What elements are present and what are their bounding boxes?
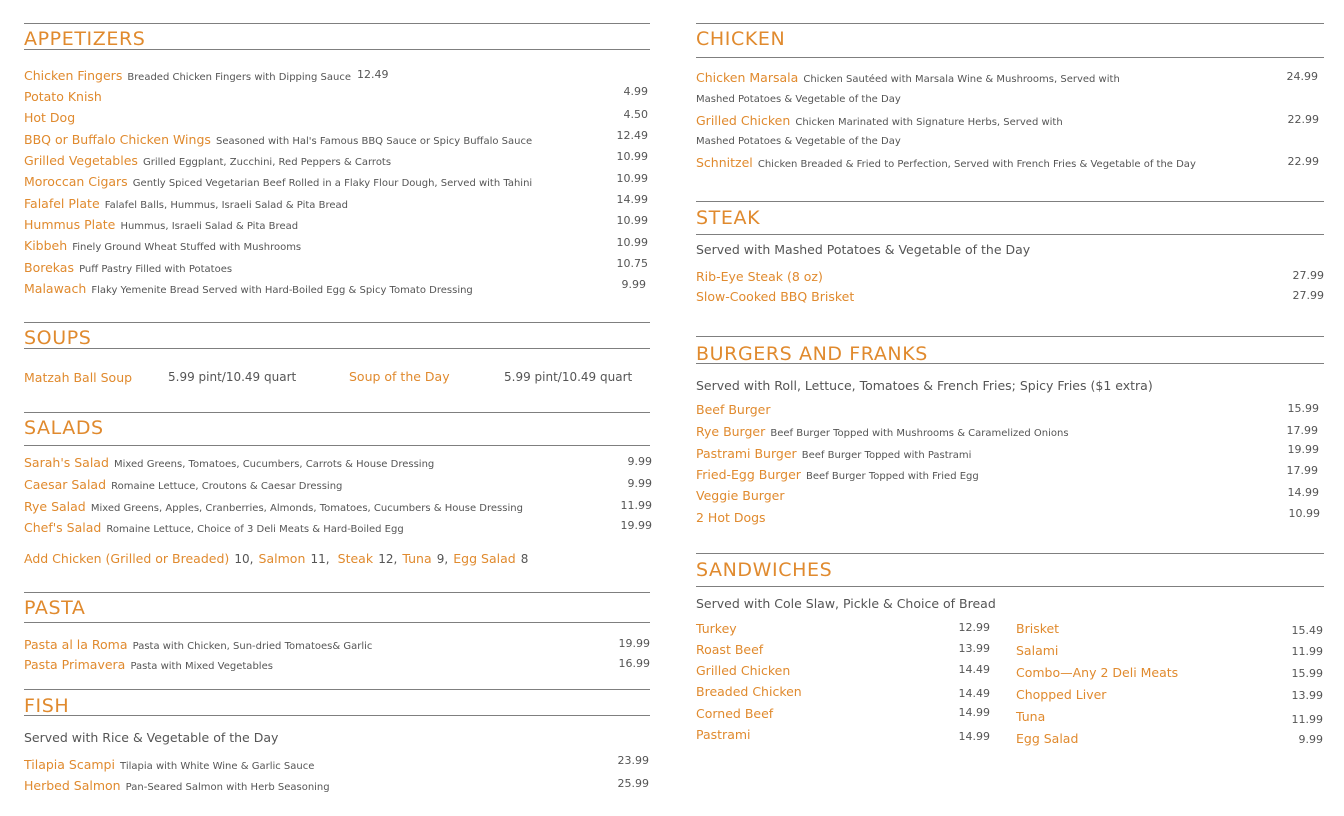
item-price: 9.99 [621,278,646,291]
item-price: 9.99 [1298,733,1323,746]
item-name: Moroccan Cigars [24,174,128,189]
section-rule [24,445,650,446]
item-name: Chopped Liver [1016,687,1107,702]
section-rule [24,23,650,24]
item-name: Sarah's Salad [24,455,109,470]
item-description: Flaky Yemenite Bread Served with Hard-Boiled Egg & Spicy Tomato Dressing [91,285,473,296]
section-title: SANDWICHES [696,559,833,581]
item-name: Slow-Cooked BBQ Brisket [696,289,855,304]
addon-name: Egg Salad [453,551,516,566]
menu-item [696,681,990,701]
menu-item [1016,706,1323,726]
item-price: 14.99 [958,706,990,719]
item-description: Seasoned with Hal's Famous BBQ Sauce or Spicy Buffalo Sauce [215,136,533,147]
item-name: Breaded Chicken [696,684,802,699]
item-name: Fried-Egg Burger [696,467,801,482]
addon-name: Salmon [258,551,306,566]
item-name: Pasta al la Roma [24,637,128,652]
item-name: Schnitzel [696,155,753,170]
section-rule [696,234,1324,235]
item-price: 4.50 [623,108,648,121]
menu-item [24,654,650,674]
item-price: 4.99 [623,85,648,98]
item-name: Pasta Primavera [24,657,126,672]
menu-item [24,474,650,494]
menu-item [24,496,650,516]
menu-item [24,775,650,795]
menu-item [24,150,650,170]
section-title: SALADS [24,417,104,439]
item-price: 11.99 [1291,645,1323,658]
section-title: SOUPS [24,327,92,349]
item-description: Pasta with Mixed Vegetables [130,661,273,672]
menu-item [24,129,650,149]
section-rule [696,363,1324,364]
menu-item [696,464,1324,484]
item-description: Pasta with Chicken, Sun-dried Tomatoes& Garlic [132,641,373,652]
addon-price: 8 [520,552,529,566]
item-name: Falafel Plate [24,196,100,211]
item-name: Combo—Any 2 Deli Meats [1016,665,1179,680]
item-name: Caesar Salad [24,477,107,492]
menu-item [696,110,1324,130]
item-name: Egg Salad [1016,731,1079,746]
item-price: 14.99 [616,193,648,206]
item-name: Beef Burger [696,402,771,417]
item-name: BBQ or Buffalo Chicken Wings [24,132,211,147]
item-price: 14.49 [958,663,990,676]
item-description: Hummus, Israeli Salad & Pita Bread [120,221,299,232]
item-price: 17.99 [1286,424,1318,437]
item-name: Borekas [24,260,74,275]
item-price: 14.99 [1287,486,1319,499]
section-rule [696,553,1324,554]
section-title: CHICKEN [696,28,786,50]
section-rule [24,322,650,323]
item-description: Grilled Eggplant, Zucchini, Red Peppers & Carrots [143,157,392,168]
item-name: Veggie Burger [696,488,785,503]
menu-item [696,660,990,680]
section-rule [24,49,650,50]
addon-name: Steak [337,551,374,566]
item-price: 9.99 [627,477,652,490]
menu-item [696,152,1324,172]
item-description-continued: Mashed Potatoes & Vegetable of the Day [696,136,901,147]
item-price: 19.99 [1287,443,1319,456]
item-description: Chicken Sautéed with Marsala Wine & Mushrooms, Served with [803,74,1120,85]
item-price: 12.99 [958,621,990,634]
item-price: 5.99 pint/10.49 quart [504,370,633,384]
item-name: Pastrami Burger [696,446,797,461]
item-description: Romaine Lettuce, Croutons & Caesar Dressing [111,481,343,492]
item-name: Chicken Fingers [24,68,123,83]
section-rule [24,715,650,716]
item-name: Brisket [1016,621,1060,636]
item-description: Mixed Greens, Apples, Cranberries, Almonds, Tomatoes, Cucumbers & House Dressing [90,503,523,514]
item-description: Puff Pastry Filled with Potatoes [79,264,233,275]
addon-price: 11, [310,552,330,566]
section-rule [24,689,650,690]
item-price: 13.99 [1291,689,1323,702]
item-name: Turkey [696,621,737,636]
item-description: Chicken Marinated with Signature Herbs, Served with [795,117,1063,128]
menu-item [696,67,1324,87]
item-price: 15.49 [1291,624,1323,637]
menu-item [1016,640,1323,660]
item-price: 17.99 [1286,464,1318,477]
section-title: APPETIZERS [24,28,146,50]
item-name: Salami [1016,643,1059,658]
section-rule [696,201,1324,202]
menu-item [24,214,650,234]
section-title: BURGERS AND FRANKS [696,343,928,365]
item-price: 10.99 [1288,507,1320,520]
section-rule [24,412,650,413]
menu-item [1016,684,1323,704]
section-rule [24,592,650,593]
section-rule [696,57,1324,58]
item-price: 11.99 [620,499,652,512]
item-name: Pastrami [696,727,751,742]
menu-item [24,517,650,537]
item-description: Beef Burger Topped with Mushrooms & Caramelized Onions [770,428,1069,439]
item-description: Tilapia with White Wine & Garlic Sauce [120,761,315,772]
addon-name: Add Chicken (Grilled or Breaded) [24,551,230,566]
menu-item [696,724,990,744]
item-description-continued: Mashed Potatoes & Vegetable of the Day [696,94,901,105]
menu-item [24,278,650,298]
section-rule [24,348,650,349]
menu-item [24,634,650,654]
menu-item [1016,662,1323,682]
menu-item [696,266,1324,286]
menu-item [24,193,650,213]
item-name: Tuna [1016,709,1046,724]
item-name: Rye Burger [696,424,766,439]
item-price: 19.99 [618,637,650,650]
menu-item [24,107,650,127]
item-price: 12.49 [357,68,389,81]
section-note: Served with Cole Slaw, Pickle & Choice of Bread [696,596,996,611]
item-price: 23.99 [617,754,649,767]
menu-item [696,703,990,723]
addon-name: Tuna [402,551,432,566]
item-name: Potato Knish [24,89,102,104]
section-note: Served with Mashed Potatoes & Vegetable of the Day [696,242,1031,257]
menu-item [696,485,1324,505]
item-description: Mixed Greens, Tomatoes, Cucumbers, Carrots & House Dressing [114,459,435,470]
section-title: STEAK [696,207,761,229]
item-name: Hummus Plate [24,217,116,232]
menu-item [696,618,990,638]
menu-item [24,367,650,387]
menu-item [696,507,1324,527]
item-price: 11.99 [1291,713,1323,726]
menu-item [24,257,650,277]
menu-item [696,421,1324,441]
item-description: Romaine Lettuce, Choice of 3 Deli Meats & Hard-Boiled Egg [106,524,404,535]
menu-item [696,639,990,659]
salad-addons [24,548,650,568]
item-price: 27.99 [1292,269,1324,282]
item-name: Roast Beef [696,642,764,657]
item-name: Rib-Eye Steak (8 oz) [696,269,823,284]
section-rule [696,586,1324,587]
item-name: Corned Beef [696,706,774,721]
menu-item [24,754,650,774]
item-price: 10.99 [616,150,648,163]
item-description: Gently Spiced Vegetarian Beef Rolled in a Flaky Flour Dough, Served with Tahini [132,178,533,189]
item-price: 5.99 pint/10.49 quart [168,370,297,384]
section-rule [696,336,1324,337]
item-name: Grilled Vegetables [24,153,138,168]
item-name: Grilled Chicken [696,113,791,128]
item-name: Soup of the Day [349,369,450,384]
item-price: 22.99 [1287,155,1319,168]
section-rule [696,23,1324,24]
item-price: 19.99 [620,519,652,532]
menu-item [696,286,1324,306]
item-description: Chicken Breaded & Fried to Perfection, Served with French Fries & Vegetable of the Day [757,159,1196,170]
item-price: 10.99 [616,214,648,227]
menu-item [696,443,1324,463]
item-description: Finely Ground Wheat Stuffed with Mushrooms [72,242,302,253]
item-description: Falafel Balls, Hummus, Israeli Salad & Pita Bread [104,200,348,211]
item-name: Chef's Salad [24,520,102,535]
item-price: 16.99 [618,657,650,670]
item-price: 14.49 [958,687,990,700]
item-price: 15.99 [1291,667,1323,680]
addon-price: 12, [378,552,398,566]
item-name: Malawach [24,281,87,296]
item-name: Hot Dog [24,110,76,125]
menu-item [1016,728,1323,748]
item-price: 25.99 [617,777,649,790]
menu-item [24,235,650,255]
item-price: 13.99 [958,642,990,655]
section-note: Served with Roll, Lettuce, Tomatoes & French Fries; Spicy Fries ($1 extra) [696,378,1153,393]
item-price: 14.99 [958,730,990,743]
item-description: Breaded Chicken Fingers with Dipping Sauce [127,72,351,83]
item-name: Herbed Salmon [24,778,121,793]
item-price: 9.99 [627,455,652,468]
item-price: 27.99 [1292,289,1324,302]
addon-price: 10, [234,552,254,566]
item-name: Matzah Ball Soup [24,370,133,385]
section-title: PASTA [24,597,86,619]
item-price: 10.99 [616,172,648,185]
item-price: 22.99 [1287,113,1319,126]
addon-price: 9, [436,552,449,566]
menu-item [24,452,650,472]
item-price: 10.99 [616,236,648,249]
item-name: Chicken Marsala [696,70,799,85]
item-name: Grilled Chicken [696,663,791,678]
item-price: 15.99 [1287,402,1319,415]
item-description: Beef Burger Topped with Pastrami [801,450,972,461]
item-name: Rye Salad [24,499,86,514]
section-rule [24,622,650,623]
item-price: 10.75 [616,257,648,270]
item-price: 24.99 [1286,70,1318,83]
item-price: 12.49 [616,129,648,142]
menu-item [696,399,1324,419]
item-name: 2 Hot Dogs [696,510,766,525]
menu-item [24,86,650,106]
menu-item [24,65,650,85]
item-description: Pan-Seared Salmon with Herb Seasoning [125,782,330,793]
item-name: Kibbeh [24,238,68,253]
section-note: Served with Rice & Vegetable of the Day [24,730,279,745]
item-description: Beef Burger Topped with Fried Egg [806,471,979,482]
item-name: Tilapia Scampi [24,757,115,772]
menu-item [1016,618,1323,638]
section-title: FISH [24,695,70,717]
menu-item [24,171,650,191]
